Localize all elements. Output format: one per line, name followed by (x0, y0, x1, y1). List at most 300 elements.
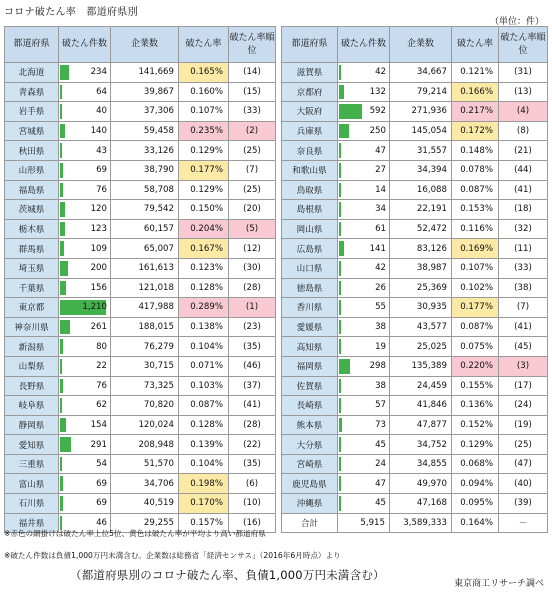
rank-cell: (46) (229, 356, 276, 376)
count-value: 76 (96, 380, 107, 391)
header-rate: 破たん率 (452, 27, 499, 63)
pref-cell: 山口県 (282, 258, 338, 278)
count-bar (339, 339, 341, 354)
left-table (4, 26, 276, 533)
count-value: 61 (375, 224, 386, 235)
rate-cell: 0.087% (452, 317, 499, 337)
rate-cell: 0.129% (179, 180, 229, 200)
count-cell (338, 102, 390, 122)
rate-cell: 0.167% (179, 239, 229, 259)
count-cell (338, 258, 390, 278)
rate-cell: 0.204% (179, 219, 229, 239)
rank-cell: (25) (229, 180, 276, 200)
companies-cell: 22,191 (390, 200, 452, 220)
table-row (5, 376, 276, 396)
count-bar (60, 241, 64, 256)
rank-cell: (40) (499, 474, 548, 494)
header-companies: 企業数 (111, 27, 179, 63)
companies-cell: 161,613 (111, 258, 179, 278)
companies-cell: 47,168 (390, 494, 452, 514)
companies-cell: 145,054 (390, 121, 452, 141)
companies-cell: 30,715 (111, 356, 179, 376)
count-cell (59, 337, 111, 357)
rank-cell: (7) (499, 298, 548, 318)
count-bar (339, 202, 341, 217)
rate-cell: 0.153% (452, 200, 499, 220)
table-row (282, 278, 548, 298)
companies-cell: 30,935 (390, 298, 452, 318)
count-value: 45 (375, 498, 386, 509)
rank-cell: (45) (499, 337, 548, 357)
rate-cell: 0.087% (179, 396, 229, 416)
table-row (5, 180, 276, 200)
count-cell (338, 396, 390, 416)
count-cell (338, 474, 390, 494)
pref-cell: 青森県 (5, 82, 59, 102)
companies-cell: 188,015 (111, 317, 179, 337)
pref-cell: 埼玉県 (5, 258, 59, 278)
pref-cell: 愛知県 (5, 435, 59, 455)
count-value: 42 (375, 263, 386, 274)
count-cell (59, 317, 111, 337)
pref-cell: 秋田県 (5, 141, 59, 161)
rank-cell: (35) (229, 337, 276, 357)
table-row (282, 415, 548, 435)
header-pref: 都道府県 (282, 27, 338, 63)
count-bar (339, 124, 349, 139)
count-value: 42 (375, 67, 386, 78)
count-bar (339, 222, 341, 237)
rank-cell: (23) (229, 317, 276, 337)
companies-cell: 39,867 (111, 82, 179, 102)
count-cell (338, 454, 390, 474)
count-value: 27 (375, 165, 386, 176)
rate-cell: 0.138% (179, 317, 229, 337)
pref-cell: 宮崎県 (282, 454, 338, 474)
companies-cell: 24,459 (390, 376, 452, 396)
rank-cell: (13) (499, 82, 548, 102)
table-row (5, 494, 276, 514)
rank-cell: (41) (499, 317, 548, 337)
pref-cell: 福島県 (5, 180, 59, 200)
table-row (5, 239, 276, 259)
count-value: 234 (90, 67, 107, 78)
count-bar (60, 496, 63, 511)
count-bar (60, 85, 62, 100)
table-row (282, 121, 548, 141)
table-row (5, 160, 276, 180)
count-cell (59, 160, 111, 180)
rank-cell: (3) (499, 356, 548, 376)
count-value: 156 (90, 282, 107, 293)
table-row (282, 160, 548, 180)
rate-cell: 0.150% (179, 200, 229, 220)
count-bar (339, 281, 341, 296)
count-bar (60, 65, 69, 80)
count-bar (339, 241, 344, 256)
header-count: 破たん件数 (338, 27, 390, 63)
count-cell (59, 454, 111, 474)
companies-cell: 40,519 (111, 494, 179, 514)
pref-cell: 鳥取県 (282, 180, 338, 200)
count-cell (59, 298, 111, 318)
rank-cell: (20) (229, 200, 276, 220)
pref-cell: 和歌山県 (282, 160, 338, 180)
count-value: 24 (375, 459, 386, 470)
companies-cell: 120,024 (111, 415, 179, 435)
companies-cell: 52,472 (390, 219, 452, 239)
header-rate: 破たん率 (179, 27, 229, 63)
companies-cell: 33,126 (111, 141, 179, 161)
count-cell (338, 180, 390, 200)
count-value: 54 (96, 459, 107, 470)
count-cell (338, 317, 390, 337)
count-value: 26 (375, 282, 386, 293)
table-row (5, 396, 276, 416)
table-row (5, 63, 276, 83)
rate-cell: 0.139% (179, 435, 229, 455)
companies-cell: 37,306 (111, 102, 179, 122)
count-cell (338, 278, 390, 298)
count-value: 592 (369, 106, 386, 117)
rank-cell: (5) (229, 219, 276, 239)
count-bar (60, 124, 65, 139)
pref-cell: 長野県 (5, 376, 59, 396)
rank-cell: (32) (499, 219, 548, 239)
pref-cell: 香川県 (282, 298, 338, 318)
count-bar (60, 398, 62, 413)
count-bar (339, 85, 344, 100)
pref-cell: 群馬県 (5, 239, 59, 259)
rank-cell: (16) (229, 513, 276, 533)
count-cell (59, 356, 111, 376)
count-value: 291 (90, 439, 107, 450)
rank-cell: (37) (229, 376, 276, 396)
table-row (5, 82, 276, 102)
count-bar (60, 437, 71, 452)
count-value: 47 (375, 478, 386, 489)
rank-cell: (38) (499, 278, 548, 298)
table-row (282, 102, 548, 122)
count-bar (339, 398, 341, 413)
count-cell (59, 141, 111, 161)
count-value: 1,210 (82, 302, 107, 313)
count-value: 140 (90, 126, 107, 137)
pref-cell: 富山県 (5, 474, 59, 494)
table-row (282, 180, 548, 200)
rate-cell: 0.107% (179, 102, 229, 122)
count-bar (339, 183, 341, 198)
count-value: 73 (375, 419, 386, 430)
rank-cell: (41) (499, 180, 548, 200)
credit: 東京商工リサーチ調べ (454, 579, 544, 589)
table-row (5, 356, 276, 376)
rank-cell: (28) (229, 278, 276, 298)
rank-cell: (47) (499, 454, 548, 474)
count-value: 69 (96, 478, 107, 489)
rank-cell: (25) (499, 435, 548, 455)
count-value: 46 (96, 517, 107, 528)
rate-cell: 0.102% (452, 278, 499, 298)
count-cell (59, 494, 111, 514)
pref-cell: 東京都 (5, 298, 59, 318)
companies-cell: 208,948 (111, 435, 179, 455)
table-row (282, 474, 548, 494)
count-value: 69 (96, 165, 107, 176)
rank-cell: (33) (499, 258, 548, 278)
count-cell (338, 121, 390, 141)
rank-cell: (33) (229, 102, 276, 122)
count-value: 69 (96, 498, 107, 509)
count-value: 55 (375, 302, 386, 313)
companies-cell: 135,389 (390, 356, 452, 376)
count-bar (339, 437, 341, 452)
count-bar (60, 320, 70, 335)
count-value: 19 (375, 341, 386, 352)
table-row (282, 376, 548, 396)
count-bar (60, 476, 63, 491)
pref-cell: 佐賀県 (282, 376, 338, 396)
rate-cell: 0.116% (452, 219, 499, 239)
count-value: 123 (90, 224, 107, 235)
count-bar (60, 281, 66, 296)
table-row (282, 298, 548, 318)
table-row (282, 356, 548, 376)
rate-cell: 0.075% (452, 337, 499, 357)
companies-cell: 59,458 (111, 121, 179, 141)
total-count: 5,915 (338, 513, 390, 533)
header-pref: 都道府県 (5, 27, 59, 63)
count-value: 38 (375, 322, 386, 333)
note-source: ※破たん件数は負債1,000万円未満含む。企業数は総務省「経済センサス」（2016年6月時点）より (4, 551, 341, 560)
rank-cell: (24) (499, 396, 548, 416)
count-cell (59, 63, 111, 83)
rank-cell: (44) (499, 160, 548, 180)
rate-cell: 0.095% (452, 494, 499, 514)
pref-cell: 広島県 (282, 239, 338, 259)
count-cell (338, 200, 390, 220)
count-cell (59, 121, 111, 141)
count-cell (59, 396, 111, 416)
count-bar (60, 202, 65, 217)
companies-cell: 38,790 (111, 160, 179, 180)
count-cell (59, 474, 111, 494)
pref-cell: 石川県 (5, 494, 59, 514)
companies-cell: 79,542 (111, 200, 179, 220)
count-cell (338, 356, 390, 376)
companies-cell: 60,157 (111, 219, 179, 239)
companies-cell: 271,936 (390, 102, 452, 122)
pref-cell: 新潟県 (5, 337, 59, 357)
companies-cell: 58,708 (111, 180, 179, 200)
companies-cell: 34,706 (111, 474, 179, 494)
table-row (282, 337, 548, 357)
count-value: 109 (90, 243, 107, 254)
table-row (5, 219, 276, 239)
count-value: 250 (369, 126, 386, 137)
rank-cell: (17) (499, 376, 548, 396)
count-cell (59, 435, 111, 455)
companies-cell: 29,255 (111, 513, 179, 533)
rank-cell: (14) (229, 63, 276, 83)
table-row (282, 239, 548, 259)
count-value: 43 (96, 145, 107, 156)
pref-cell: 福岡県 (282, 356, 338, 376)
count-bar (339, 104, 362, 119)
rate-cell: 0.217% (452, 102, 499, 122)
count-value: 47 (375, 145, 386, 156)
count-cell (338, 160, 390, 180)
rate-cell: 0.068% (452, 454, 499, 474)
pref-cell: 千葉県 (5, 278, 59, 298)
companies-cell: 73,325 (111, 376, 179, 396)
total-row (282, 513, 548, 533)
rate-cell: 0.177% (452, 298, 499, 318)
count-value: 57 (375, 400, 386, 411)
pref-cell: 宮城県 (5, 121, 59, 141)
pref-cell: 大分県 (282, 435, 338, 455)
count-cell (338, 494, 390, 514)
count-cell (338, 63, 390, 83)
companies-cell: 34,667 (390, 63, 452, 83)
table-row (282, 200, 548, 220)
count-cell (338, 435, 390, 455)
pref-cell: 岡山県 (282, 219, 338, 239)
companies-cell: 83,126 (390, 239, 452, 259)
rate-cell: 0.177% (179, 160, 229, 180)
right-table (281, 26, 548, 533)
table-row (282, 82, 548, 102)
count-cell (59, 239, 111, 259)
count-cell (59, 376, 111, 396)
rate-cell: 0.166% (452, 82, 499, 102)
companies-cell: 76,279 (111, 337, 179, 357)
rank-cell: (25) (229, 141, 276, 161)
rank-cell: (41) (229, 396, 276, 416)
count-value: 22 (96, 361, 107, 372)
pref-cell: 三重県 (5, 454, 59, 474)
companies-cell: 417,988 (111, 298, 179, 318)
count-cell (59, 82, 111, 102)
count-bar (60, 261, 68, 276)
count-value: 76 (96, 184, 107, 195)
table-row (5, 298, 276, 318)
header-companies: 企業数 (390, 27, 452, 63)
count-cell (338, 219, 390, 239)
rank-cell: (8) (499, 121, 548, 141)
count-bar (339, 300, 341, 315)
table-row (282, 435, 548, 455)
rate-cell: 0.235% (179, 121, 229, 141)
count-value: 200 (90, 263, 107, 274)
header-count: 破たん件数 (59, 27, 111, 63)
count-bar (339, 496, 341, 511)
count-cell (59, 102, 111, 122)
header-rank: 破たん率順位 (499, 27, 548, 63)
rank-cell: (30) (229, 258, 276, 278)
count-value: 62 (96, 400, 107, 411)
rate-cell: 0.078% (452, 160, 499, 180)
pref-cell: 岐阜県 (5, 396, 59, 416)
rank-cell: (7) (229, 160, 276, 180)
count-bar (339, 163, 341, 178)
rank-cell: (35) (229, 454, 276, 474)
rate-cell: 0.129% (452, 435, 499, 455)
companies-cell: 51,570 (111, 454, 179, 474)
rate-cell: 0.289% (179, 298, 229, 318)
count-bar (60, 418, 66, 433)
total-companies: 3,589,333 (390, 513, 452, 533)
count-value: 34 (375, 204, 386, 215)
pref-cell: 栃木県 (5, 219, 59, 239)
pref-cell: 島根県 (282, 200, 338, 220)
count-cell (59, 258, 111, 278)
table-header-row (5, 27, 276, 63)
rate-cell: 0.107% (452, 258, 499, 278)
count-bar (339, 457, 341, 472)
count-bar (339, 143, 341, 158)
rate-cell: 0.104% (179, 337, 229, 357)
unit-label: （単位：件） (489, 17, 544, 27)
pref-cell: 大阪府 (282, 102, 338, 122)
pref-cell: 沖縄県 (282, 494, 338, 514)
companies-cell: 25,025 (390, 337, 452, 357)
rank-cell: (6) (229, 474, 276, 494)
rank-cell: (18) (499, 200, 548, 220)
pref-cell: 滋賀県 (282, 63, 338, 83)
count-cell (338, 376, 390, 396)
count-bar (339, 359, 350, 374)
pref-cell: 奈良県 (282, 141, 338, 161)
count-bar (339, 379, 341, 394)
companies-cell: 43,577 (390, 317, 452, 337)
table-row (5, 454, 276, 474)
pref-cell: 熊本県 (282, 415, 338, 435)
page-title: コロナ破たん率 都道府県別 (4, 7, 138, 18)
table-row (282, 317, 548, 337)
table-row (282, 141, 548, 161)
pref-cell: 高知県 (282, 337, 338, 357)
rank-cell: (15) (229, 82, 276, 102)
rate-cell: 0.172% (452, 121, 499, 141)
count-cell (338, 298, 390, 318)
count-bar (60, 183, 63, 198)
rate-cell: 0.087% (452, 180, 499, 200)
count-cell (338, 337, 390, 357)
pref-cell: 神奈川県 (5, 317, 59, 337)
count-bar (60, 163, 63, 178)
companies-cell: 41,846 (390, 396, 452, 416)
count-bar (339, 261, 341, 276)
rank-cell: (21) (499, 141, 548, 161)
table-row (282, 258, 548, 278)
companies-cell: 16,088 (390, 180, 452, 200)
rate-cell: 0.198% (179, 474, 229, 494)
pref-cell: 福井県 (5, 513, 59, 533)
count-cell (59, 415, 111, 435)
table-row (5, 200, 276, 220)
rate-cell: 0.157% (179, 513, 229, 533)
rank-cell: (31) (499, 63, 548, 83)
companies-cell: 25,369 (390, 278, 452, 298)
rate-cell: 0.155% (452, 376, 499, 396)
count-value: 80 (96, 341, 107, 352)
rate-cell: 0.165% (179, 63, 229, 83)
caption: （都道府県別のコロナ破たん率、負債1,000万円未満含む） (70, 568, 385, 582)
total-rate: 0.164% (452, 513, 499, 533)
pref-cell: 鹿児島県 (282, 474, 338, 494)
companies-cell: 38,987 (390, 258, 452, 278)
